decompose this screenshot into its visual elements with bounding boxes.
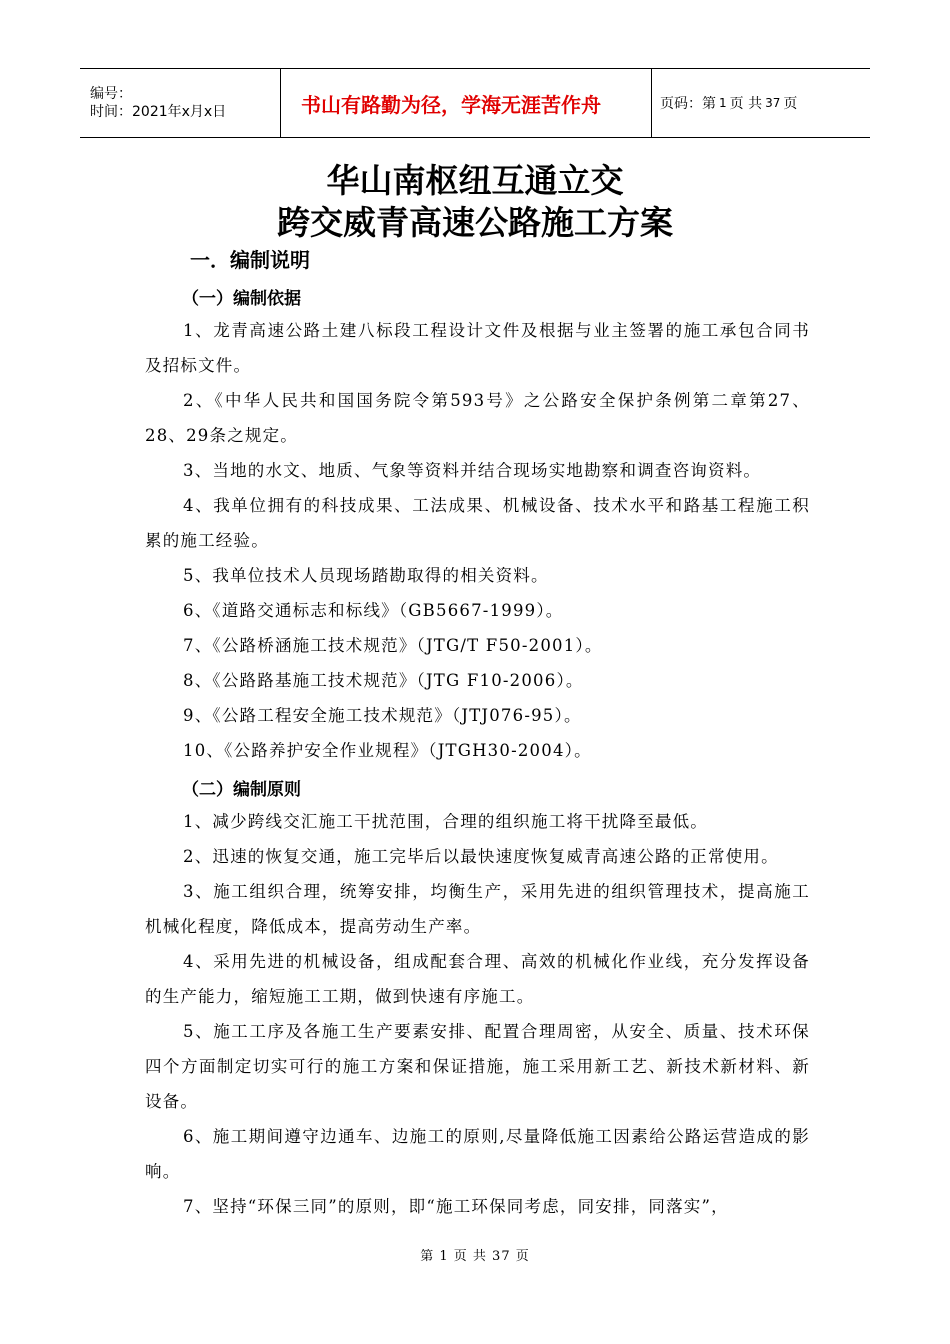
basis-item: 7、《公路桥涵施工技术规范》（JTG/T F50-2001）。 [183, 636, 603, 655]
basis-item: 9、《公路工程安全施工技术规范》（JTJ076-95）。 [183, 706, 582, 725]
principle-item: 4、采用先进的机械设备，组成配套合理、高效的机械化作业线，充分发挥设备的生产能力，缩短施工工期，做到快速有序施工。 [145, 952, 810, 1006]
page-total: 37 [765, 96, 781, 110]
principle-item: 2、迅速的恢复交通，施工完毕后以最快速度恢复威青高速公路的正常使用。 [183, 847, 779, 866]
page-number: 1 [719, 96, 727, 110]
principle-item: 7、坚持“环保三同”的原则，即“施工环保同考虑，同安排，同落实”， [183, 1197, 729, 1216]
basis-item: 10、《公路养护安全作业规程》（JTGH30-2004）。 [183, 741, 592, 760]
header-table [80, 68, 870, 138]
title-line-2: 跨交威青高速公路施工方案 [277, 203, 673, 242]
page-footer: 第 1 页 共 37 页 [420, 1249, 530, 1264]
title-line-1: 华山南枢纽互通立交 [326, 161, 624, 200]
time-label: 时间：2021年x月x日 [90, 104, 227, 120]
subsection-principles: （二）编制原则 [182, 780, 301, 800]
basis-item: 4、我单位拥有的科技成果、工法成果、机械设备、技术水平和路基工程施工积累的施工经验。 [145, 496, 810, 550]
basis-item: 3、当地的水文、地质、气象等资料并结合现场实地勘察和调查咨询资料。 [183, 461, 762, 480]
basis-item: 1、龙青高速公路土建八标段工程设计文件及根据与业主签署的施工承包合同书及招标文件。 [145, 321, 810, 375]
code-label: 编号： [90, 86, 132, 102]
page-suffix: 页 [783, 96, 798, 112]
principle-item: 3、施工组织合理，统筹安排，均衡生产，采用先进的组织管理技术，提高施工机械化程度，降低成本，提高劳动生产率。 [145, 882, 810, 936]
principle-item: 6、施工期间遵守边通车、边施工的原则,尽量降低施工因素给公路运营造成的影响。 [145, 1127, 810, 1181]
page-prefix: 页码：第 [660, 96, 716, 112]
basis-item: 2、《中华人民共和国国务院令第593号》之公路安全保护条例第二章第27、28、29条之规定。 [145, 391, 810, 445]
basis-item: 8、《公路路基施工技术规范》（JTG F10-2006）。 [183, 671, 584, 690]
section-heading: 一．编制说明 [190, 248, 310, 272]
principle-item: 1、减少跨线交汇施工干扰范围，合理的组织施工将干扰降至最低。 [183, 812, 708, 831]
header-meta [80, 69, 280, 137]
header-motto: 书山有路勤为径，学海无涯苦作舟 [280, 69, 652, 137]
subsection-basis: （一）编制依据 [182, 289, 301, 309]
principle-item: 5、施工工序及各施工生产要素安排、配置合理周密，从安全、质量、技术环保四个方面制定切实可行的施工方案和保证措施，施工采用新工艺、新技术新材料、新设备。 [145, 1022, 810, 1111]
basis-item: 5、我单位技术人员现场踏勘取得的相关资料。 [183, 566, 549, 585]
header-page-info [652, 69, 870, 137]
page-mid: 页 共 [729, 96, 763, 112]
basis-item: 6、《道路交通标志和标线》（GB5667-1999）。 [183, 601, 564, 620]
